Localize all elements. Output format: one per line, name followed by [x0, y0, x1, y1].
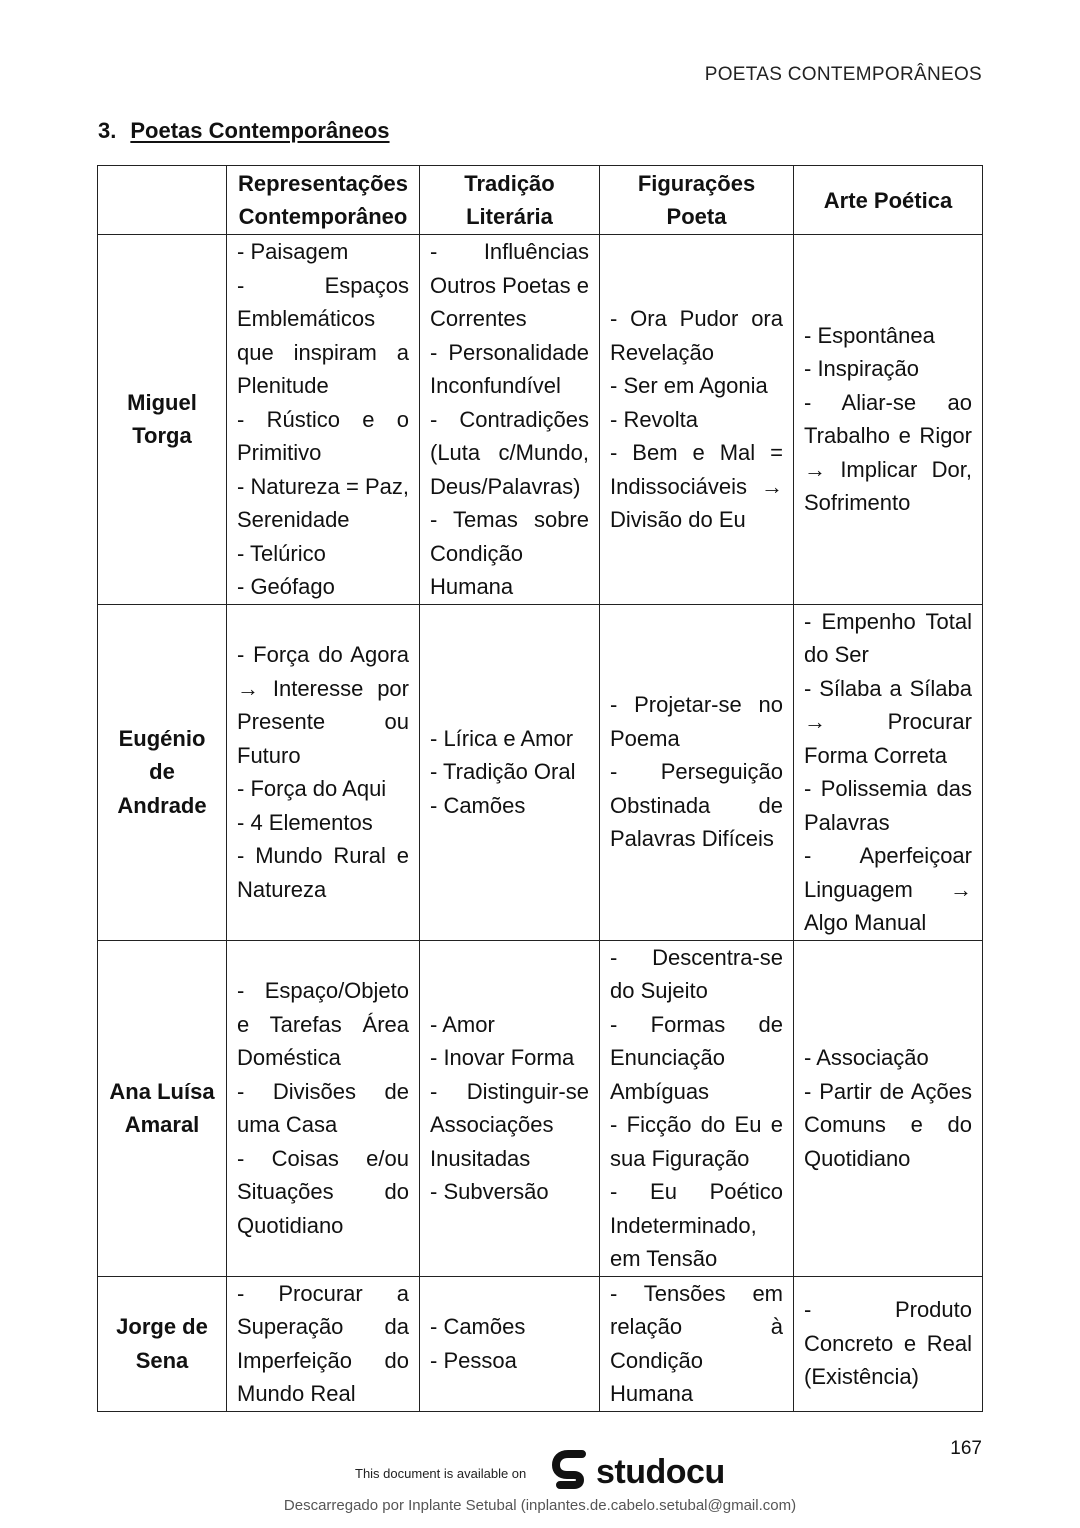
column-header-line: Tradição — [464, 171, 555, 196]
studocu-logo[interactable] — [552, 1450, 725, 1494]
table-row — [98, 604, 983, 940]
cell-entry: - Bem e Mal = Indissociáveis → Divisão do Eu — [610, 440, 783, 532]
cell-entry: - Temas sobre Condição Humana — [430, 507, 589, 599]
cell-entry: - Natureza = Paz, Serenidade — [237, 473, 409, 532]
table-cell — [227, 235, 420, 605]
table-cell — [420, 235, 600, 605]
column-header-line: Contemporâneo — [238, 204, 408, 229]
cell-entry: - Inovar Forma — [430, 1045, 575, 1070]
table-cell — [227, 940, 420, 1276]
column-header-line: Poeta — [666, 204, 727, 229]
cell-entry: - Camões — [430, 792, 526, 818]
table-row — [98, 940, 983, 1276]
cell-entry: - Rústico e o Primitivo — [237, 406, 409, 465]
cell-entry: - Espaço/Objeto e Tarefas Área Doméstica — [237, 978, 409, 1070]
cell-entry: - 4 Elementos — [237, 809, 373, 835]
table-row — [98, 235, 983, 605]
column-header-line: Figurações — [637, 171, 756, 196]
studocu-logo-icon — [552, 1450, 594, 1494]
table-cell — [227, 1276, 420, 1411]
cell-entry: - Subversão — [430, 1179, 549, 1204]
cell-entry: - Mundo Rural e Natureza — [237, 843, 409, 902]
column-header — [420, 166, 600, 235]
running-head: POETAS CONTEMPORÂNEOS — [704, 64, 982, 85]
poet-name-line: Andrade — [117, 792, 207, 818]
table-cell — [600, 1276, 794, 1411]
poet-name — [98, 604, 227, 940]
cell-entry: - Partir de Ações Comuns e do Quotidiano — [804, 1078, 972, 1171]
poet-name-line: Sena — [135, 1347, 189, 1373]
cell-entry: - Contradições (Luta c/Mundo, Deus/Palavras) — [430, 406, 589, 499]
poet-name — [98, 940, 227, 1276]
section-title-text: Poetas Contemporâneos — [130, 118, 390, 143]
cell-entry: - Força do Agora → Interesse por Presente ou Futuro — [237, 642, 409, 768]
cell-entry: - Procurar a Superação da Imperfeição do Mundo Real — [237, 1280, 409, 1406]
cell-entry: - Formas de Enunciação Ambíguas — [610, 1011, 783, 1104]
cell-entry: - Aperfeiçoar Linguagem → Algo Manual — [804, 843, 972, 935]
cell-entry: - Projetar-se no Poema — [610, 692, 783, 751]
poet-name — [98, 235, 227, 605]
cell-entry: - Amor — [430, 1011, 495, 1037]
poet-name-line: de — [149, 759, 175, 785]
cell-entry: - Ficção do Eu e sua Figuração — [610, 1112, 783, 1171]
column-header-line: Representações — [238, 171, 408, 196]
cell-entry: - Espontânea — [804, 322, 935, 348]
table-body — [98, 235, 983, 1412]
cell-entry: - Aliar-se ao Trabalho e Rigor → Implicar Dor, Sofrimento — [804, 389, 972, 516]
table-cell — [794, 604, 983, 940]
page-number: 167 — [950, 1438, 982, 1459]
table-cell — [794, 940, 983, 1276]
cell-entry: - Perseguição Obstinada de Palavras Difíceis — [610, 759, 783, 852]
table-cell — [420, 1276, 600, 1411]
table-header-row — [98, 166, 983, 235]
cell-entry: - Paisagem — [237, 239, 349, 264]
cell-entry: - Divisões de uma Casa — [237, 1078, 409, 1137]
header-blank-cell — [98, 166, 227, 235]
cell-entry: - Pessoa — [430, 1347, 517, 1373]
column-header — [794, 166, 983, 235]
poet-name — [98, 1276, 227, 1411]
cell-entry: - Sílaba a Sílaba → Procurar Forma Correta — [804, 675, 972, 768]
cell-entry: - Espaços Emblemáticos que inspiram a Plenitude — [237, 272, 409, 398]
cell-entry: - Associação — [804, 1045, 929, 1070]
cell-entry: - Telúrico — [237, 540, 326, 566]
cell-entry: - Distinguir-se Associações Inusitadas — [430, 1078, 589, 1171]
poet-name-line: Eugénio — [118, 725, 206, 751]
poet-name-line: Jorge de — [116, 1314, 208, 1339]
cell-entry: - Camões — [430, 1314, 526, 1339]
poet-name-line: Miguel — [127, 389, 197, 415]
poet-name-line: Amaral — [124, 1112, 200, 1137]
column-header-line: Literária — [466, 204, 553, 229]
poet-name-line: Ana Luísa — [109, 1078, 215, 1104]
download-notice: Descarregado por Inplante Setubal (inplantes.de.cabelo.setubal@gmail.com) — [283, 1497, 797, 1514]
cell-entry: - Revolta — [610, 406, 699, 432]
table-cell — [600, 604, 794, 940]
cell-entry: - Produto Concreto e Real (Existência) — [804, 1297, 972, 1390]
cell-entry: - Ser em Agonia — [610, 373, 768, 398]
cell-entry: - Influências Outros Poetas e Correntes — [430, 239, 589, 331]
table-cell — [794, 1276, 983, 1411]
cell-entry: - Geófago — [237, 574, 335, 599]
poet-name-line: Torga — [132, 423, 192, 449]
table-row — [98, 1276, 983, 1411]
studocu-wordmark: studocu — [596, 1452, 725, 1491]
cell-entry: - Tradição Oral — [430, 759, 576, 785]
cell-entry: - Empenho Total do Ser — [804, 608, 972, 667]
cell-entry: - Ora Pudor ora Revelação — [610, 306, 783, 365]
cell-entry: - Polissemia das Palavras — [804, 776, 972, 835]
poets-table — [97, 165, 983, 1412]
column-header — [600, 166, 794, 235]
table-cell — [600, 235, 794, 605]
cell-entry: - Coisas e/ou Situações do Quotidiano — [237, 1145, 409, 1238]
column-header — [227, 166, 420, 235]
table-cell — [794, 235, 983, 605]
cell-entry: - Inspiração — [804, 356, 919, 382]
cell-entry: - Personalidade Inconfundível — [430, 339, 589, 398]
section-number: 3. — [98, 118, 117, 143]
table-cell — [420, 604, 600, 940]
table-cell — [227, 604, 420, 940]
cell-entry: - Lírica e Amor — [430, 725, 574, 751]
cell-entry: - Tensões em relação à Condição Humana — [610, 1280, 783, 1406]
column-header-line: Arte Poética — [823, 187, 953, 213]
cell-entry: - Eu Poético Indeterminado, em Tensão — [610, 1179, 783, 1271]
cell-entry: - Força do Aqui — [237, 776, 387, 801]
table-cell — [420, 940, 600, 1276]
section-title — [98, 118, 390, 144]
table-cell — [600, 940, 794, 1276]
cell-entry: - Descentra-se do Sujeito — [610, 944, 783, 1003]
availability-text: This document is available on — [355, 1466, 527, 1481]
